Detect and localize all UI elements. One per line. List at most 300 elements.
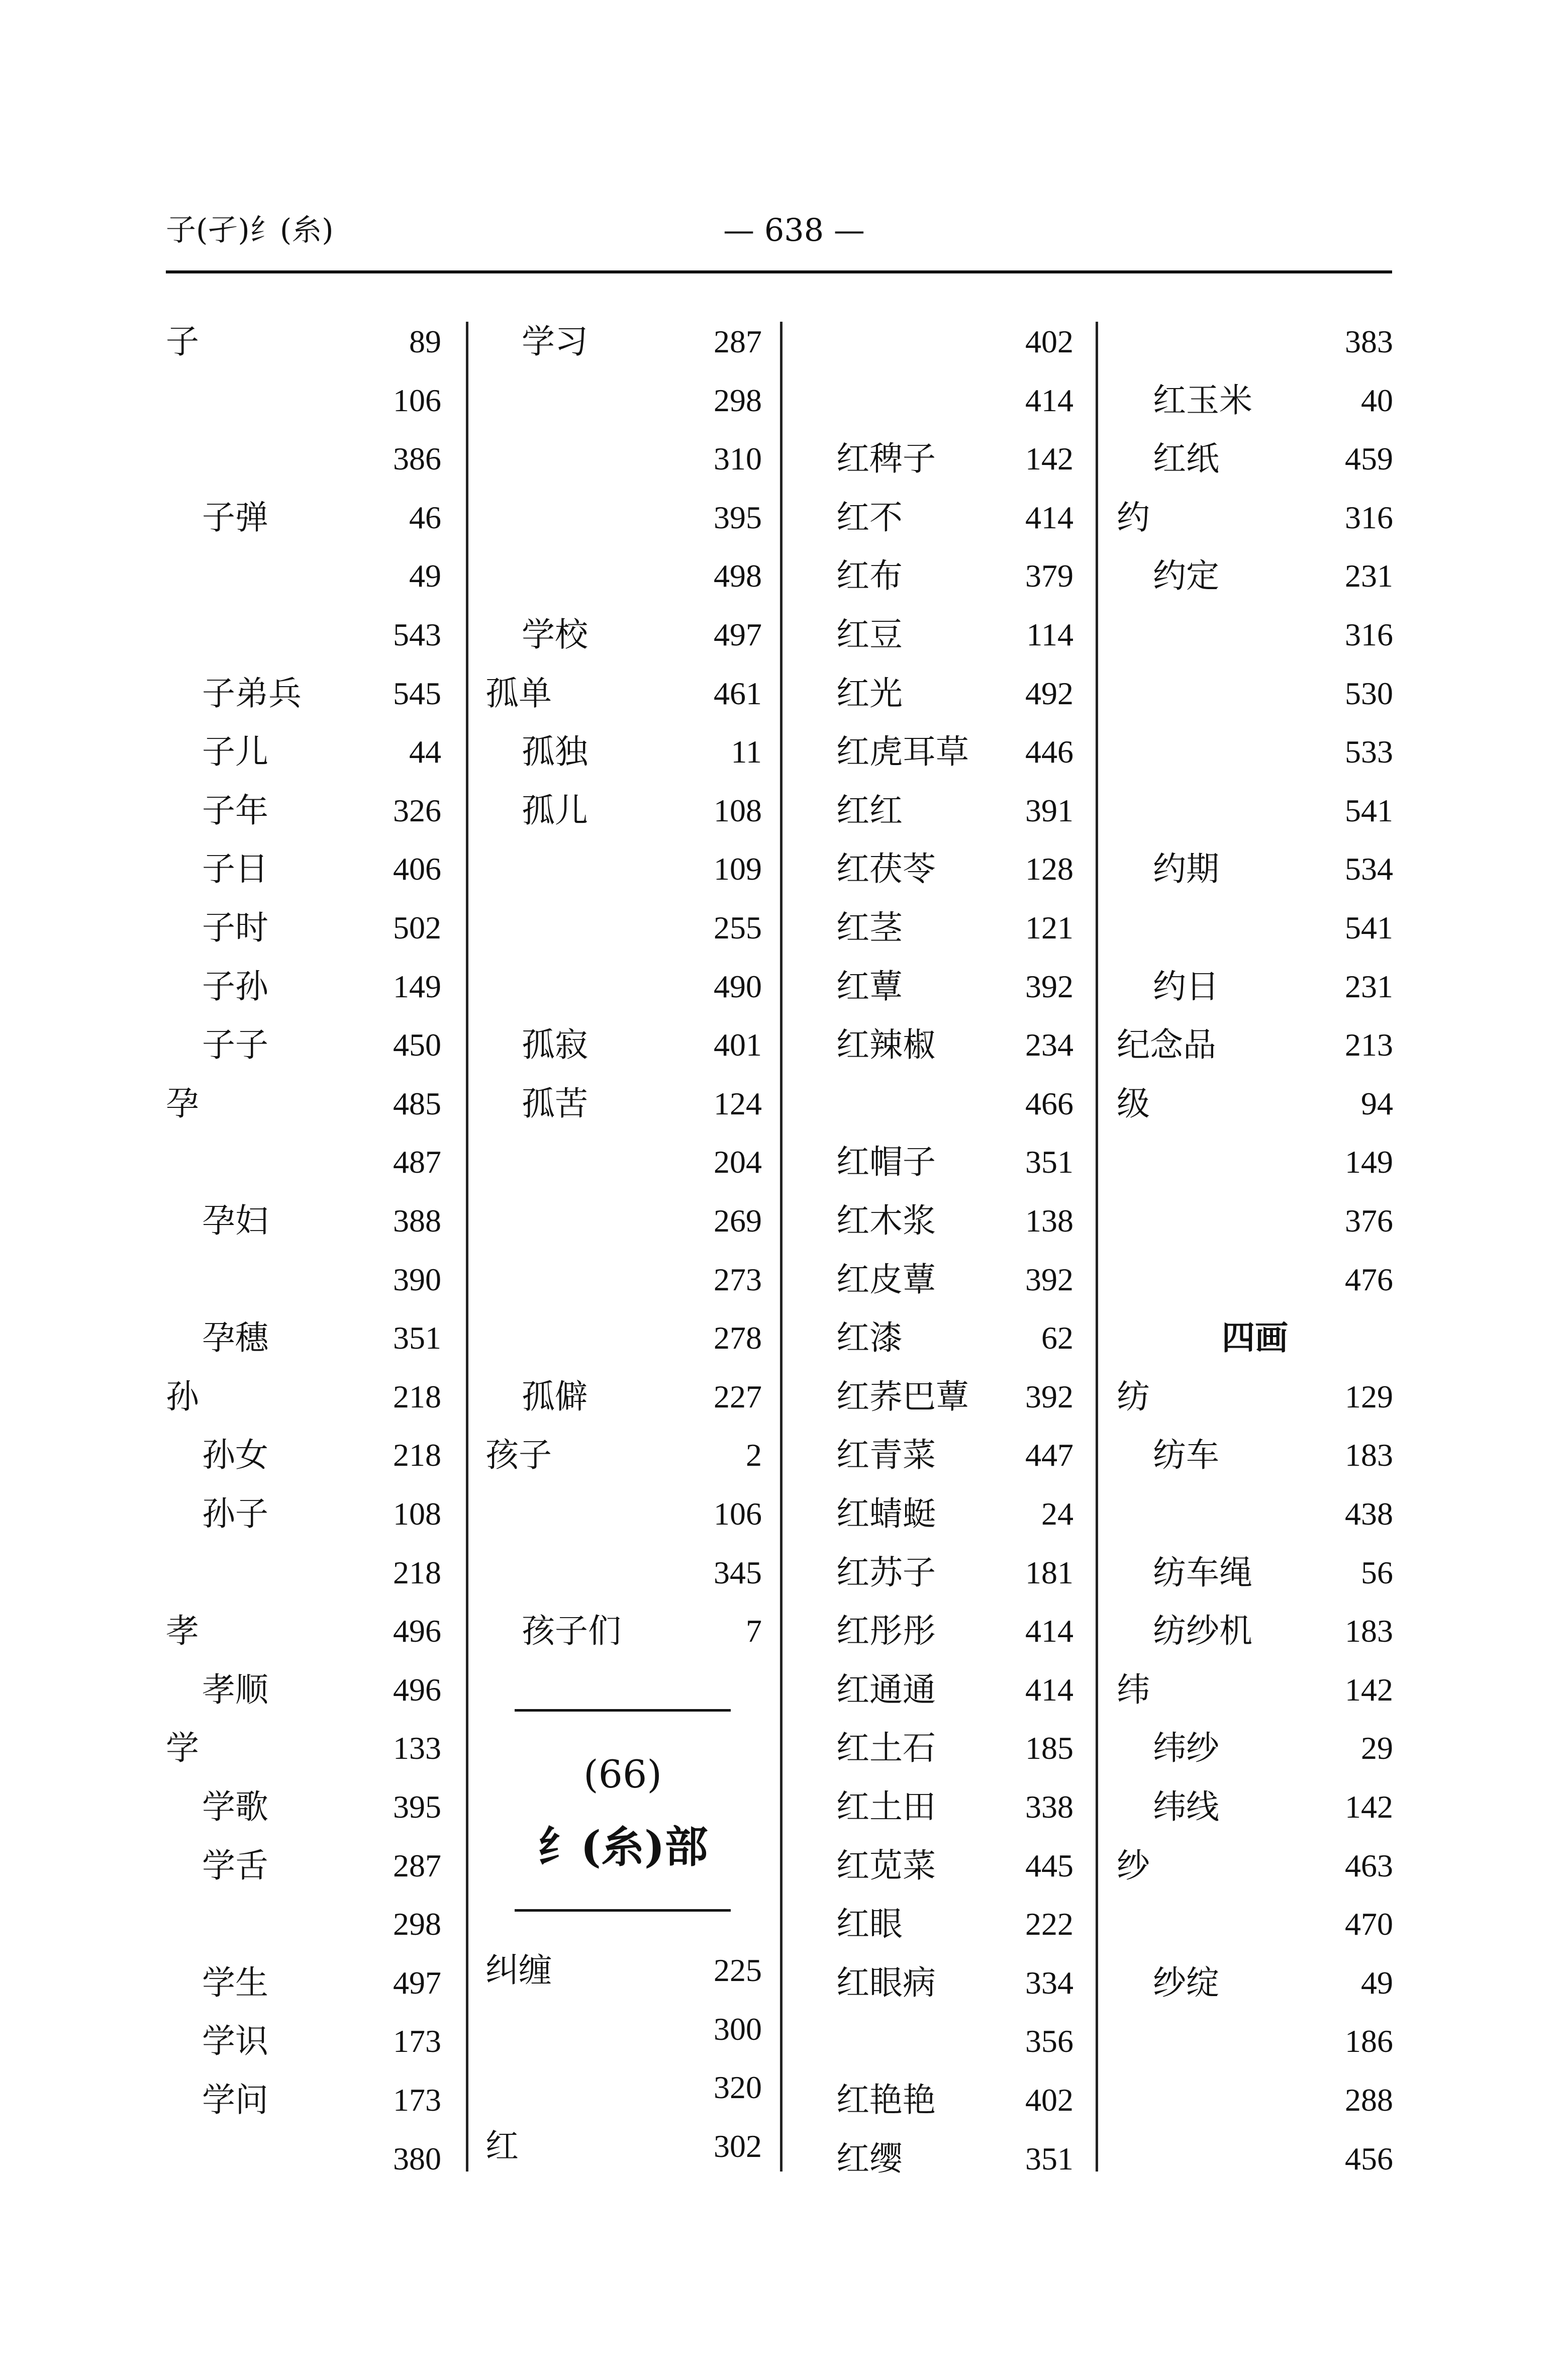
index-entry [485,615,762,655]
entry-page-number: 485 [393,1086,441,1121]
entry-page-number: 288 [1345,2082,1393,2118]
index-entry [1117,908,1393,948]
entry-term: 红玉米 [1153,381,1252,420]
entry-term: 约 [1117,498,1150,537]
entry-page-number: 300 [714,2011,762,2047]
index-entry [166,1553,441,1593]
entry-page-number: 470 [1345,1906,1393,1942]
entry-page-number: 173 [393,2082,441,2118]
entry-page-number: 138 [1025,1203,1073,1239]
entry-page-number: 29 [1361,1730,1393,1766]
index-entry [485,2126,762,2166]
entry-term: 子年 [202,791,268,830]
column-divider-1 [466,322,468,2172]
index-entry [1117,1260,1393,1300]
entry-page-number: 129 [1345,1379,1393,1415]
entry-page-number: 204 [714,1144,762,1180]
page-number: — 638 — [723,212,865,248]
index-entry [166,967,441,1007]
entry-page-number: 492 [1025,676,1073,711]
entry-page-number: 89 [409,324,441,359]
entry-page-number: 545 [393,676,441,711]
entry-page-number: 287 [393,1848,441,1883]
index-entry [166,2021,441,2061]
entry-page-number: 414 [1025,500,1073,535]
index-entry [166,732,441,772]
entry-term: 纱绽 [1153,1963,1219,2002]
entry-term: 孝 [166,1612,199,1650]
entry-page-number: 316 [1345,617,1393,652]
index-entry [485,1950,762,1991]
entry-term: 子子 [202,1025,268,1064]
index-entry [836,439,1073,479]
index-entry [485,1201,762,1241]
index-entry [836,1435,1073,1475]
index-entry [166,849,441,889]
index-entry [836,1494,1073,1534]
index-entry [836,322,1073,362]
index-entry [836,908,1073,948]
entry-term: 学生 [202,1963,268,2002]
entry-term: 红土石 [836,1729,936,1767]
entry-term: 红虎耳草 [836,732,969,771]
index-entry [1117,439,1393,479]
entry-term: 红红 [836,791,903,830]
entry-term: 学舌 [202,1846,268,1885]
entry-page-number: 402 [1025,2082,1073,2118]
index-entry [1117,1025,1393,1065]
section-rule-top [515,1709,731,1712]
entry-page-number: 278 [714,1320,762,1356]
entry-page-number: 287 [714,324,762,359]
index-entry [836,615,1073,655]
entry-page-number: 181 [1025,1555,1073,1590]
entry-page-number: 128 [1025,851,1073,887]
entry-term: 纱 [1117,1846,1150,1885]
entry-page-number: 334 [1025,1965,1073,2001]
entry-term: 红辣椒 [836,1025,936,1064]
index-entry [836,2021,1073,2061]
index-entry [166,908,441,948]
entry-page-number: 310 [714,441,762,477]
entry-term: 子儿 [202,732,268,771]
entry-term: 红眼病 [836,1963,936,2002]
index-entry [166,1435,441,1475]
stroke-count-heading [1117,1318,1393,1358]
index-entry [166,2080,441,2120]
index-entry [485,849,762,889]
entry-term: 红稗子 [836,439,936,478]
entry-page-number: 497 [714,617,762,652]
entry-page-number: 218 [393,1379,441,1415]
entry-page-number: 255 [714,910,762,946]
entry-page-number: 124 [714,1086,762,1121]
entry-page-number: 231 [1345,558,1393,594]
entry-page-number: 49 [409,558,441,594]
entry-term: 红光 [836,674,903,713]
entry-page-number: 414 [1025,383,1073,418]
entry-page-number: 222 [1025,1906,1073,1942]
index-entry [485,908,762,948]
entry-term: 约定 [1153,556,1219,595]
entry-term: 级 [1117,1084,1150,1123]
index-entry [485,1553,762,1593]
entry-term: 学识 [202,2022,268,2060]
entry-page-number: 392 [1025,1262,1073,1297]
index-entry [485,1494,762,1534]
index-entry [485,1084,762,1124]
entry-page-number: 450 [393,1027,441,1063]
entry-page-number: 390 [393,1262,441,1297]
entry-term: 纬纱 [1153,1729,1219,1767]
index-entry [1117,1963,1393,2003]
entry-page-number: 496 [393,1672,441,1708]
index-entry [836,1846,1073,1886]
entry-page-number: 7 [746,1613,762,1649]
index-entry [166,1318,441,1358]
entry-term: 红蜻蜓 [836,1494,936,1533]
entry-term: 红纸 [1153,439,1219,478]
index-entry [485,556,762,596]
entry-page-number: 395 [714,500,762,535]
entry-term: 红眼 [836,1905,903,1943]
index-entry [1117,1494,1393,1534]
index-entry [166,1846,441,1886]
entry-page-number: 541 [1345,793,1393,828]
index-entry [1117,1728,1393,1768]
entry-page-number: 2 [746,1437,762,1473]
index-entry [485,1142,762,1182]
entry-page-number: 351 [393,1320,441,1356]
entry-page-number: 496 [393,1613,441,1649]
entry-page-number: 44 [409,734,441,770]
index-entry [1117,1611,1393,1651]
entry-page-number: 46 [409,500,441,535]
entry-term: 纺 [1117,1377,1150,1416]
index-entry [166,1377,441,1417]
section-rule-bottom [515,1909,731,1912]
index-entry [836,381,1073,421]
index-entry [836,1377,1073,1417]
index-entry [485,2009,762,2049]
entry-page-number: 356 [1025,2023,1073,2059]
entry-page-number: 109 [714,851,762,887]
section-number: (66) [583,1752,662,1797]
entry-page-number: 269 [714,1203,762,1239]
entry-page-number: 497 [393,1965,441,2001]
entry-page-number: 543 [393,617,441,652]
index-entry [485,1318,762,1358]
entry-term: 红帽子 [836,1143,936,1181]
entry-page-number: 406 [393,851,441,887]
entry-page-number: 534 [1345,851,1393,887]
entry-page-number: 345 [714,1555,762,1590]
entry-page-number: 106 [393,383,441,418]
entry-page-number: 502 [393,910,441,946]
entry-page-number: 149 [393,969,441,1004]
index-entry [166,1142,441,1182]
header-rule [166,270,1392,273]
entry-page-number: 466 [1025,1086,1073,1121]
index-entry [166,1201,441,1241]
entry-term: 红通通 [836,1670,936,1709]
index-entry [166,556,441,596]
index-entry [166,1084,441,1124]
entry-term: 子弹 [202,498,268,537]
index-entry [485,732,762,772]
index-entry [1117,849,1393,889]
index-entry [1117,615,1393,655]
index-entry [166,1494,441,1534]
entry-term: 孤苦 [522,1084,588,1123]
entry-page-number: 401 [714,1027,762,1063]
entry-page-number: 173 [393,2023,441,2059]
entry-page-number: 490 [714,969,762,1004]
entry-page-number: 461 [714,676,762,711]
index-entry [836,732,1073,772]
entry-page-number: 298 [393,1906,441,1942]
column-divider-3 [1096,322,1098,2172]
entry-page-number: 326 [393,793,441,828]
index-entry [166,791,441,831]
index-entry [836,1142,1073,1182]
entry-term: 孙 [166,1377,199,1416]
entry-page-number: 114 [1026,617,1073,652]
entry-term: 红荞巴蕈 [836,1377,969,1416]
index-entry [166,322,441,362]
entry-page-number: 11 [731,734,762,770]
entry-term: 孩子 [485,1436,552,1474]
entry-term: 孤单 [485,674,552,713]
index-entry [1117,1787,1393,1827]
entry-term: 孩子们 [522,1612,621,1650]
entry-term: 红蕈 [836,967,903,1006]
entry-term: 纺车绳 [1153,1553,1252,1592]
entry-page-number: 234 [1025,1027,1073,1063]
entry-page-number: 185 [1025,1730,1073,1766]
entry-term: 子时 [202,908,268,947]
entry-page-number: 459 [1345,441,1393,477]
entry-page-number: 227 [714,1379,762,1415]
index-entry [1117,1904,1393,1944]
index-entry [1117,1201,1393,1241]
entry-page-number: 213 [1345,1027,1393,1063]
entry-page-number: 447 [1025,1437,1073,1473]
entry-term: 红不 [836,498,903,537]
entry-page-number: 376 [1345,1203,1393,1239]
entry-term: 孤僻 [522,1377,588,1416]
entry-page-number: 446 [1025,734,1073,770]
entry-page-number: 498 [714,558,762,594]
index-entry [836,2080,1073,2120]
index-entry [166,674,441,714]
entry-page-number: 445 [1025,1848,1073,1883]
index-entry [836,1904,1073,1944]
index-entry [836,1670,1073,1710]
index-entry [1117,791,1393,831]
entry-page-number: 380 [393,2141,441,2177]
index-entry [485,1377,762,1417]
index-entry [166,381,441,421]
index-entry [1117,381,1393,421]
index-entry [166,1670,441,1710]
index-entry [166,1904,441,1944]
index-entry [485,967,762,1007]
entry-page-number: 56 [1361,1555,1393,1590]
entry-page-number: 49 [1361,1965,1393,2001]
column-divider-2 [780,322,782,2172]
index-entry [166,439,441,479]
entry-term: 红皮蕈 [836,1260,936,1299]
entry-page-number: 402 [1025,324,1073,359]
entry-page-number: 395 [393,1789,441,1825]
entry-page-number: 302 [714,2128,762,2164]
entry-page-number: 541 [1345,910,1393,946]
entry-page-number: 533 [1345,734,1393,770]
index-entry [1117,967,1393,1007]
entry-page-number: 24 [1041,1496,1073,1532]
entry-term: 学问 [202,2081,268,2119]
index-entry [1117,2139,1393,2179]
index-entry [836,791,1073,831]
entry-page-number: 316 [1345,500,1393,535]
index-entry [1117,1377,1393,1417]
index-entry [166,498,441,538]
index-entry [1117,1084,1393,1124]
entry-page-number: 186 [1345,2023,1393,2059]
entry-term: 红青菜 [836,1436,936,1474]
entry-term: 纬 [1117,1670,1150,1709]
index-entry [1117,1846,1393,1886]
index-entry [485,439,762,479]
index-entry [485,1025,762,1065]
entry-term: 红 [485,2127,519,2165]
entry-page-number: 456 [1345,2141,1393,2177]
index-entry [485,322,762,362]
index-entry [166,1611,441,1651]
entry-term: 孕 [166,1084,199,1123]
entry-page-number: 273 [714,1262,762,1297]
entry-term: 红茯苓 [836,850,936,888]
section-title: 纟(糸)部 [537,1822,708,1872]
entry-term: 子弟兵 [202,674,302,713]
index-entry [166,1260,441,1300]
entry-page-number: 386 [393,441,441,477]
entry-page-number: 530 [1345,676,1393,711]
entry-term: 纪念品 [1117,1025,1216,1064]
index-entry [836,1787,1073,1827]
entry-page-number: 338 [1025,1789,1073,1825]
entry-term: 学歌 [202,1787,268,1826]
index-entry [836,1963,1073,2003]
index-entry [485,674,762,714]
entry-page-number: 218 [393,1437,441,1473]
index-entry [836,1025,1073,1065]
index-entry [836,1260,1073,1300]
entry-term: 学校 [522,615,588,654]
entry-term: 红彤彤 [836,1612,936,1650]
entry-page-number: 463 [1345,1848,1393,1883]
index-entry [836,498,1073,538]
index-entry [836,1084,1073,1124]
entry-term: 孤寂 [522,1025,588,1064]
entry-page-number: 108 [714,793,762,828]
entry-page-number: 108 [393,1496,441,1532]
index-entry [166,1025,441,1065]
index-entry [836,674,1073,714]
entry-term: 孕穗 [202,1318,268,1357]
entry-term: 红豆 [836,615,903,654]
entry-page-number: 298 [714,383,762,418]
entry-term: 红苋菜 [836,1846,936,1885]
entry-term: 红布 [836,556,903,595]
entry-page-number: 351 [1025,1144,1073,1180]
entry-term: 学 [166,1729,199,1767]
index-entry [1117,732,1393,772]
entry-page-number: 133 [393,1730,441,1766]
index-entry [836,1318,1073,1358]
index-entry [1117,1553,1393,1593]
entry-page-number: 62 [1041,1320,1073,1356]
entry-term: 学习 [522,322,588,361]
entry-term: 红艳艳 [836,2081,936,2119]
entry-term: 孤儿 [522,791,588,830]
index-entry [836,1201,1073,1241]
index-entry [836,2139,1073,2179]
index-entry [166,1728,441,1768]
entry-page-number: 142 [1025,441,1073,477]
entry-page-number: 487 [393,1144,441,1180]
index-entry [485,498,762,538]
entry-page-number: 225 [714,1952,762,1988]
entry-page-number: 121 [1025,910,1073,946]
index-entry [836,1728,1073,1768]
index-entry [166,1787,441,1827]
entry-page-number: 149 [1345,1144,1393,1180]
entry-term: 四画 [1222,1318,1288,1357]
index-entry [1117,2080,1393,2120]
index-entry [1117,556,1393,596]
entry-term: 孤独 [522,732,588,771]
index-entry [1117,2021,1393,2061]
entry-term: 孙女 [202,1436,268,1474]
entry-term: 孙子 [202,1494,268,1533]
index-entry [485,1435,762,1475]
index-entry [166,2139,441,2179]
entry-term: 约期 [1153,850,1219,888]
entry-page-number: 391 [1025,793,1073,828]
index-entry [836,1611,1073,1651]
entry-page-number: 392 [1025,969,1073,1004]
entry-page-number: 392 [1025,1379,1073,1415]
index-entry [166,1963,441,2003]
entry-term: 约日 [1153,967,1219,1006]
index-entry [485,381,762,421]
entry-page-number: 351 [1025,2141,1073,2177]
entry-term: 红木浆 [836,1201,936,1240]
entry-term: 孕妇 [202,1201,268,1240]
index-entry [1117,674,1393,714]
index-entry [836,967,1073,1007]
index-entry [1117,498,1393,538]
entry-page-number: 142 [1345,1672,1393,1708]
entry-page-number: 94 [1361,1086,1393,1121]
entry-term: 纠缠 [485,1951,552,1990]
entry-page-number: 183 [1345,1613,1393,1649]
entry-term: 红茎 [836,908,903,947]
index-entry [1117,1142,1393,1182]
entry-page-number: 388 [393,1203,441,1239]
